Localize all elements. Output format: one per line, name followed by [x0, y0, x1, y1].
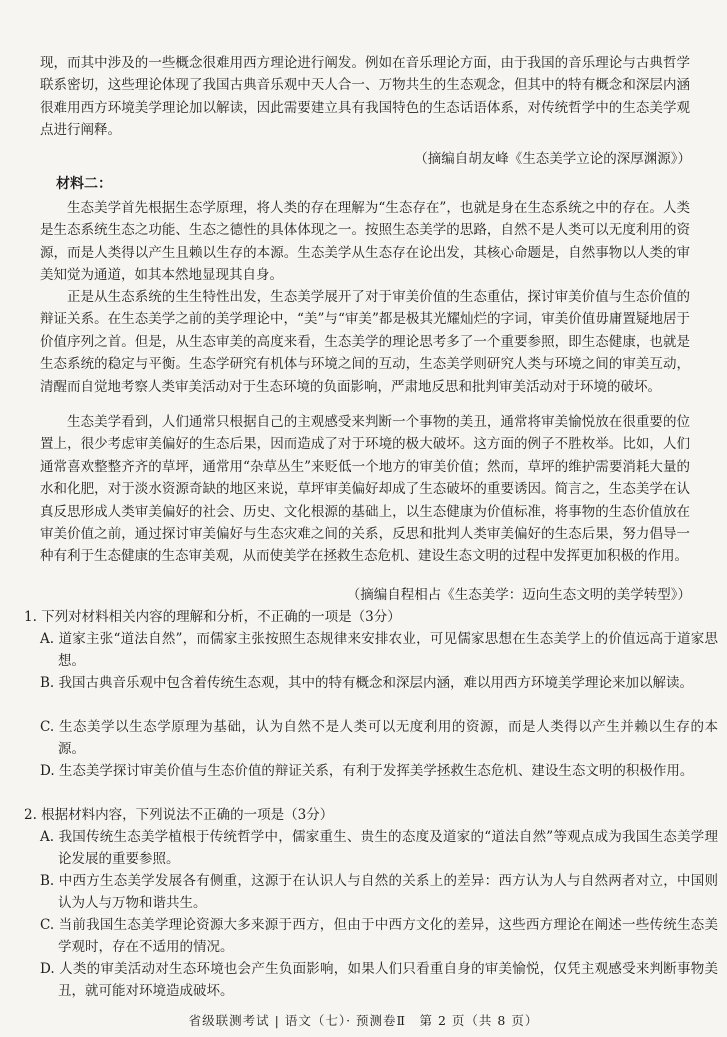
question-2-option-c[interactable]: C. 当前我国生态美学理论资源大多来源于西方，但由于中西方文化的差异，这些西方理论在阐述一些传统生态美学观时，存在不适用的情况。 [40, 917, 718, 956]
material-2-heading: 材料二： [56, 176, 112, 192]
question-1-option-d[interactable]: D. 生态美学探讨审美价值与生态价值的辩证关系，有利于发挥美学拯救生态危机、建设生态文明的积极作用。 [40, 763, 694, 779]
question-2-option-a[interactable]: A. 我国传统生态美学植根于传统哲学中，儒家重生、贵生的态度及道家的“道法自然”等观点成为我国生态美学理论发展的重要参照。 [40, 829, 718, 868]
question-2-option-b[interactable]: B. 中西方生态美学发展各有侧重，这源于在认识人与自然的关系上的差异：西方认为人与自然两者对立，中国则认为人与万物和谐共生。 [40, 873, 718, 912]
material-2-paragraph-2: 正是从生态系统的生生特性出发，生态美学展开了对于审美价值的生态重估，探讨审美价值与生态价值的辩证关系。在生态美学之前的美学理论中，“美”与“审美”都是极其光耀灿烂的字词，审美价值毋庸置疑地居于价值序列之首。但是，从生态审美的高度来看，生态美学的理论思考多了一个重要参照，即生态健康，也就是生态系统的稳定与平衡。生态学研究有机体与环境之间的互动，生态美学则研究人类与环境之间的审美互动，清醒而自觉地考察人类审美活动对于生态环境的负面影响，严肃地反思和批判审美活动对于环境的破坏。 [40, 289, 690, 395]
question-1-option-c[interactable]: C. 生态美学以生态学原理为基础，认为自然不是人类可以无度利用的资源，而是人类得以产生并赖以生存的本源。 [40, 719, 718, 758]
question-2-option-d[interactable]: D. 人类的审美活动对生态环境也会产生负面影响，如果人们只看重自身的审美愉悦，仅凭主观感受来判断事物美丑，就可能对环境造成破坏。 [40, 961, 718, 1000]
question-1-stem: 1. 下列对材料相关内容的理解和分析，不正确的一项是（3分） [24, 609, 401, 625]
source-citation-1: （摘编自胡友峰《生态美学立论的深厚渊源》） [414, 151, 691, 167]
question-1-option-a[interactable]: A. 道家主张“道法自然”，而儒家主张按照生态规律来安排农业，可见儒家思想在生态美学上的价值远高于道家思想。 [40, 631, 718, 670]
material-2-paragraph-3: 生态美学看到，人们通常只根据自己的主观感受来判断一个事物的美丑，通常将审美愉悦放在很重要的位置上，很少考虑审美偏好的生态后果，因而造成了对于环境的极大破坏。这方面的例子不胜枚举。比如，人们通常喜欢整整齐齐的草坪，通常用“杂草丛生”来贬低一个地方的审美价值；然而，草坪的维护需要消耗大量的水和化肥，对于淡水资源奇缺的地区来说，草坪审美偏好却成了生态破坏的重要诱因。简言之，生态美学在认真反思形成人类审美偏好的社会、历史、文化根源的基础上，以生态健康为价值标准，将事物的生态价值放在审美价值之前，通过探讨审美偏好与生态灾难之间的关系，反思和批判人类审美偏好的生态后果，努力倡导一种有利于生态健康的生态审美观，从而使美学在拯救生态危机、建设生态文明的过程中发挥更加积极的作用。 [40, 414, 690, 565]
intro-paragraph: 现，而其中涉及的一些概念很难用西方理论进行阐发。例如在音乐理论方面，由于我国的音乐理论与古典哲学联系密切，这些理论体现了我国古典音乐观中天人合一、万物共生的生态观念，但其中的特有概念和深层内涵很难用西方环境美学理论加以解读，因此需要建立具有我国特色的生态话语体系，对传统哲学中的生态美学观点进行阐释。 [40, 55, 690, 139]
question-1-option-b[interactable]: B. 我国古典音乐观中包含着传统生态观，其中的特有概念和深层内涵，难以用西方环境美学理论来加以解读。 [40, 675, 694, 691]
page-footer: 省级联测考试 | 语文（七）· 预测卷Ⅱ 第 2 页（共 8 页） [188, 1013, 539, 1028]
question-2-stem: 2. 根据材料内容，下列说法不正确的一项是（3分） [24, 807, 334, 823]
source-citation-2: （摘编自程相占《生态美学：迈向生态文明的美学转型》） [346, 587, 691, 603]
material-2-paragraph-1: 生态美学首先根据生态学原理，将人类的存在理解为“生态存在”，也就是身在生态系统之中的存在。人类是生态系统生态之功能、生态之德性的具体体现之一。按照生态美学的思路，自然不是人类可以无度利用的资源，而是人类得以产生且赖以生存的本源。生态美学从生态存在论出发，其核心命题是，自然事物以人类的审美知觉为通道，如其本然地显现其自身。 [40, 200, 690, 284]
